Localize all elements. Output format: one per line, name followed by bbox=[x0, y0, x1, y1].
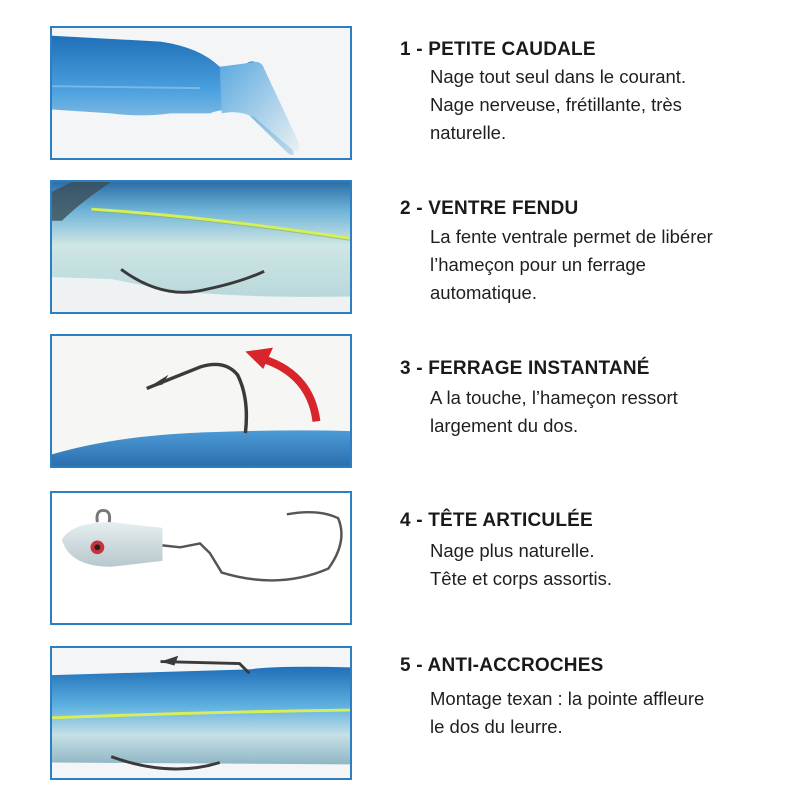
description-line: Tête et corps assortis. bbox=[430, 568, 612, 589]
feature-title: 5 - ANTI-ACCROCHES bbox=[400, 655, 604, 676]
description-line: le dos du leurre. bbox=[430, 716, 563, 737]
feature-description bbox=[430, 537, 612, 593]
hook-strike-illustration bbox=[52, 336, 350, 466]
thumb-tail-image bbox=[50, 26, 352, 160]
feature-title: 4 - TÊTE ARTICULÉE bbox=[400, 510, 593, 531]
description-line: Nage nerveuse, frétillante, très bbox=[430, 94, 682, 115]
lure-belly-illustration bbox=[52, 182, 350, 312]
texan-rig-illustration bbox=[52, 648, 350, 778]
feature-title: 1 - PETITE CAUDALE bbox=[400, 39, 596, 60]
feature-description bbox=[430, 223, 713, 307]
description-line: La fente ventrale permet de libérer bbox=[430, 226, 713, 247]
lure-tail-illustration bbox=[52, 28, 350, 158]
feature-description bbox=[430, 685, 704, 741]
feature-title: 3 - FERRAGE INSTANTANÉ bbox=[400, 358, 650, 379]
description-line: naturelle. bbox=[430, 122, 507, 143]
jighead-illustration bbox=[52, 493, 350, 623]
description-line: Nage tout seul dans le courant. bbox=[430, 66, 687, 87]
description-line: automatique. bbox=[430, 282, 537, 303]
thumb-texan-rig-image bbox=[50, 646, 352, 780]
description-line: l’hameçon pour un ferrage bbox=[430, 254, 646, 275]
thumb-hook-strike-image bbox=[50, 334, 352, 468]
feature-title: 2 - VENTRE FENDU bbox=[400, 198, 579, 219]
description-line: Montage texan : la pointe affleure bbox=[430, 688, 705, 709]
thumb-jighead-image bbox=[50, 491, 352, 625]
description-line: Nage plus naturelle. bbox=[430, 540, 595, 561]
thumb-belly-image bbox=[50, 180, 352, 314]
description-line: largement du dos. bbox=[430, 415, 579, 436]
feature-description bbox=[430, 384, 678, 440]
description-line: A la touche, l’hameçon ressort bbox=[430, 387, 678, 408]
feature-description bbox=[430, 63, 686, 147]
